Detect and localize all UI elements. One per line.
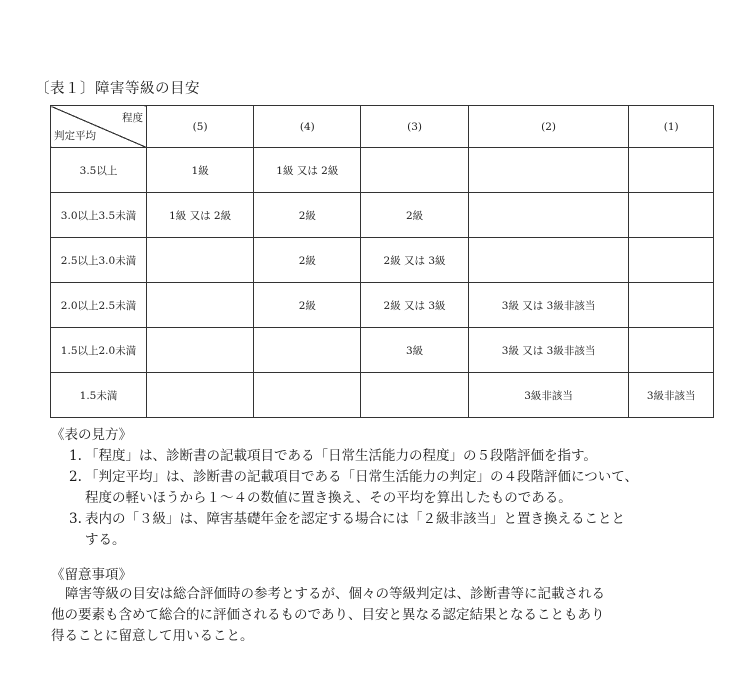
note-text	[85, 446, 741, 467]
note-line: 程度の軽いほうから１～４の数値に置き換え、その平均を算出したものである。	[85, 490, 572, 506]
note-number: 2.	[69, 469, 82, 485]
table-cell	[629, 283, 714, 328]
table-cell	[147, 238, 254, 283]
note-text	[85, 467, 741, 509]
table-cell	[468, 193, 629, 238]
table-header-row	[51, 106, 714, 148]
row-label: 1.5以上2.0未満	[51, 328, 147, 373]
table-row	[51, 193, 714, 238]
note-line: する。	[85, 532, 126, 548]
table-cell	[468, 148, 629, 193]
how-to-read-section	[51, 425, 741, 551]
remarks-title: 《留意事項》	[51, 567, 132, 583]
row-label: 3.0以上3.5未満	[51, 193, 147, 238]
table-row	[51, 148, 714, 193]
corner-top-label: 程度	[122, 112, 143, 124]
table-cell	[147, 373, 254, 418]
how-to-read-title: 《表の見方》	[51, 427, 132, 443]
note-line: 「判定平均」は、診断書の記載項目である「日常生活能力の判定」の４段階評価について、	[85, 469, 638, 485]
table-cell: 2級	[361, 193, 468, 238]
table-cell	[468, 238, 629, 283]
table-cell: 1級	[147, 148, 254, 193]
table-cell	[361, 148, 468, 193]
row-label: 2.0以上2.5未満	[51, 283, 147, 328]
table-cell	[254, 328, 361, 373]
table-cell	[254, 373, 361, 418]
table-cell: 3級 又は 3級非該当	[468, 328, 629, 373]
row-label: 2.5以上3.0未満	[51, 238, 147, 283]
table-cell: 1級 又は 2級	[254, 148, 361, 193]
table-cell	[629, 148, 714, 193]
table-row	[51, 283, 714, 328]
table-cell: 3級非該当	[629, 373, 714, 418]
table-cell	[147, 328, 254, 373]
note-item	[69, 467, 741, 509]
column-header: (3)	[361, 106, 468, 148]
remarks-line: 他の要素も含めて総合的に評価されるものであり、目安と異なる認定結果となることもあり	[51, 607, 605, 623]
table-row	[51, 328, 714, 373]
table-cell	[629, 238, 714, 283]
remarks-line: 障害等級の目安は総合評価時の参考とするが、個々の等級判定は、診断書等に記載される	[65, 586, 605, 602]
table-cell: 2級	[254, 238, 361, 283]
table-caption: 〔表１〕障害等級の目安	[35, 81, 200, 97]
column-header: (2)	[468, 106, 629, 148]
note-number: 3.	[69, 511, 82, 527]
table-cell: 2級	[254, 283, 361, 328]
table-cell	[629, 193, 714, 238]
remarks-body	[51, 584, 721, 647]
table-cell: 2級 又は 3級	[361, 238, 468, 283]
note-line: 「程度」は、診断書の記載項目である「日常生活能力の程度」の５段階評価を指す。	[85, 448, 597, 464]
table-cell	[361, 373, 468, 418]
table-cell	[629, 328, 714, 373]
column-header: (5)	[147, 106, 254, 148]
table-cell: 3級 又は 3級非該当	[468, 283, 629, 328]
table-cell: 2級	[254, 193, 361, 238]
note-line: 表内の「３級」は、障害基礎年金を認定する場合には「２級非該当」と置き換えることと	[85, 511, 625, 527]
row-label: 3.5以上	[51, 148, 147, 193]
column-header: (1)	[629, 106, 714, 148]
table-cell: 3級	[361, 328, 468, 373]
note-item	[69, 446, 741, 467]
remarks-line: 得ることに留意して用いること。	[51, 628, 254, 644]
column-header: (4)	[254, 106, 361, 148]
table-cell: 3級非該当	[468, 373, 629, 418]
table-row	[51, 238, 714, 283]
corner-cell	[51, 106, 147, 148]
note-number: 1.	[69, 448, 82, 464]
row-label: 1.5未満	[51, 373, 147, 418]
table-cell	[147, 283, 254, 328]
disability-grade-table	[50, 105, 714, 418]
table-cell: 1級 又は 2級	[147, 193, 254, 238]
table-row	[51, 373, 714, 418]
note-text	[85, 509, 741, 551]
corner-bottom-label: 判定平均	[54, 130, 96, 142]
note-item	[69, 509, 741, 551]
table-cell: 2級 又は 3級	[361, 283, 468, 328]
